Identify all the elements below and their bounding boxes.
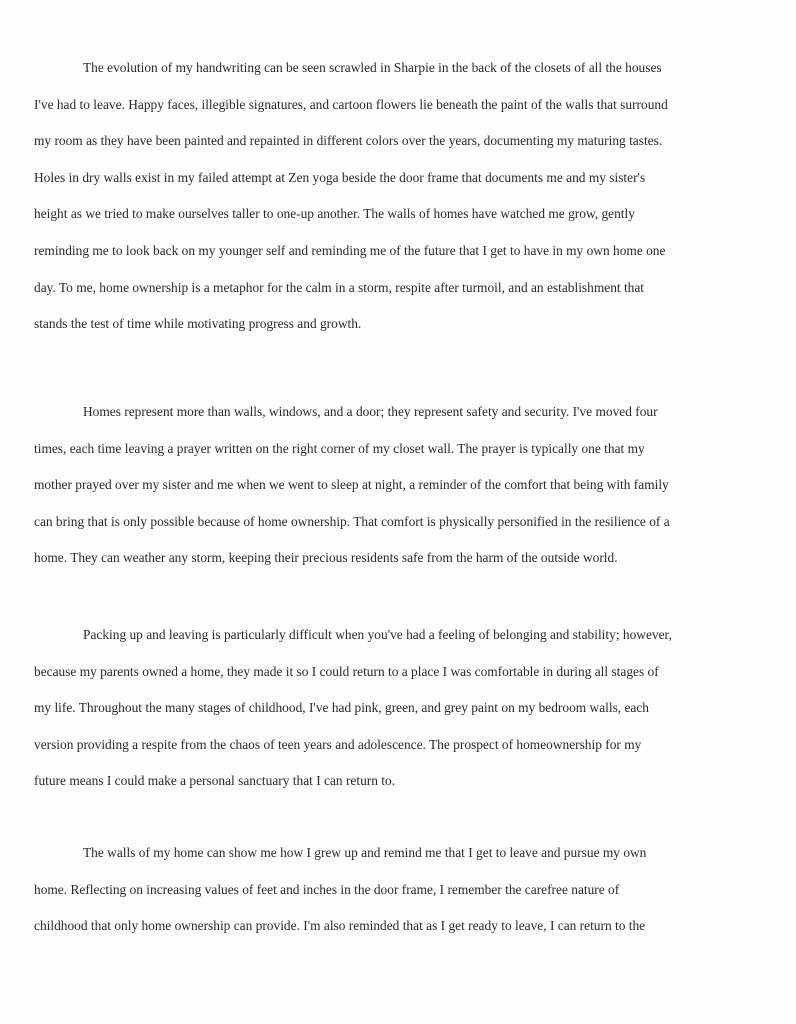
text-line: times, each time leaving a prayer written on the right corner of my closet wall. The prayer is typically one that my: [34, 440, 645, 456]
paragraph-4: [34, 835, 764, 945]
text-line: reminding me to look back on my younger self and reminding me of the future that I get to have in my own home one: [34, 242, 666, 258]
text-line: height as we tried to make ourselves taller to one-up another. The walls of homes have watched me grow, gently: [34, 206, 635, 222]
text-line: childhood that only home ownership can provide. I'm also reminded that as I get ready to leave, I can return to the: [34, 918, 646, 934]
text-line: day. To me, home ownership is a metaphor for the calm in a storm, respite after turmoil, and an establishment that: [34, 279, 645, 295]
text-line: I've had to leave. Happy faces, illegible signatures, and cartoon flowers lie beneath the paint of the walls that surround: [34, 96, 668, 112]
text-line: The walls of my home can show me how I grew up and remind me that I get to leave and pursue my own: [83, 845, 647, 860]
text-line: home. Reflecting on increasing values of feet and inches in the door frame, I remember the carefree nature of: [34, 881, 620, 897]
text-line: stands the test of time while motivating progress and growth.: [34, 316, 362, 332]
text-line: home. They can weather any storm, keeping their precious residents safe from the harm of the outside world.: [34, 550, 618, 566]
text-line: Packing up and leaving is particularly difficult when you've had a feeling of belonging and stability; however,: [83, 627, 672, 642]
paragraph-2: [34, 394, 764, 577]
text-line: Homes represent more than walls, windows, and a door; they represent safety and security. I've moved four: [83, 404, 658, 419]
text-line: Holes in dry walls exist in my failed attempt at Zen yoga beside the door frame that documents me and my sister's: [34, 169, 646, 185]
text-line: because my parents owned a home, they made it so I could return to a place I was comfortable in during all stages of: [34, 663, 659, 679]
text-line: The evolution of my handwriting can be seen scrawled in Sharpie in the back of the closets of all the houses: [83, 60, 662, 75]
paragraph-3: [34, 617, 764, 800]
text-line: future means I could make a personal sanctuary that I can return to.: [34, 773, 396, 789]
text-line: my room as they have been painted and repainted in different colors over the years, documenting my maturing tastes.: [34, 133, 663, 149]
paragraph-1: [34, 50, 764, 343]
text-line: version providing a respite from the chaos of teen years and adolescence. The prospect of homeownership for my: [34, 736, 642, 752]
text-line: mother prayed over my sister and me when we went to sleep at night, a reminder of the comfort that being with family: [34, 477, 669, 493]
text-line: my life. Throughout the many stages of childhood, I've had pink, green, and grey paint on my bedroom walls, each: [34, 700, 650, 716]
text-line: can bring that is only possible because of home ownership. That comfort is physically personified in the resilience of a: [34, 513, 670, 529]
